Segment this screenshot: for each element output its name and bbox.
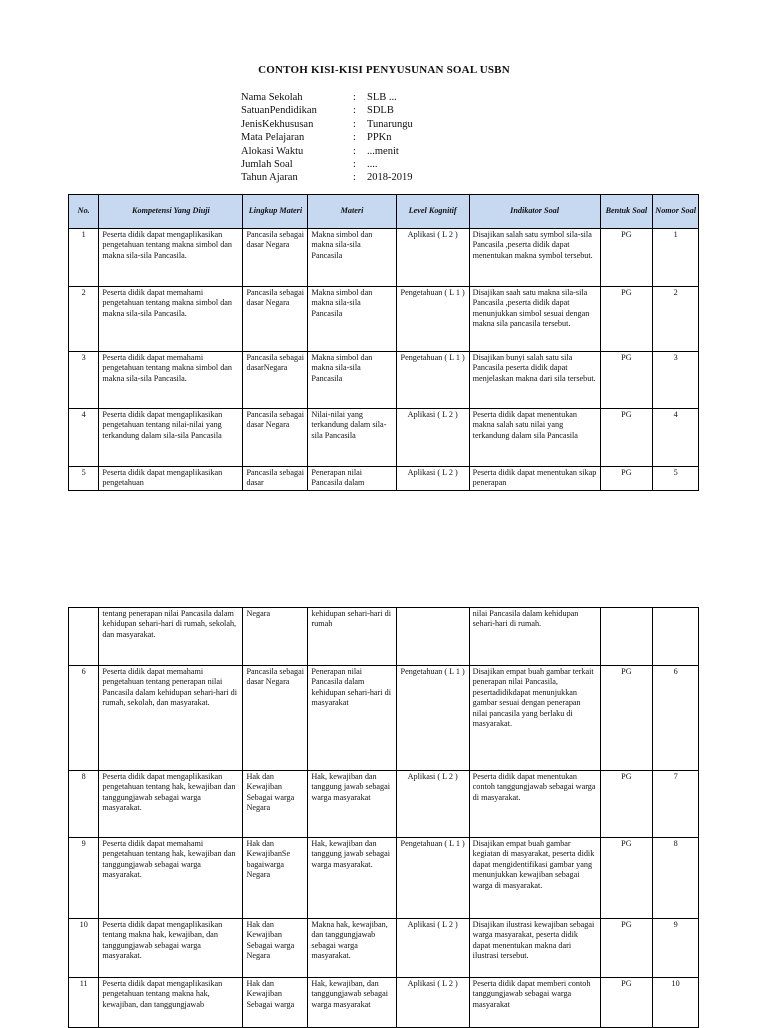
info-colon: : [353, 92, 356, 103]
cell-level: Aplikasi ( L 2 ) [396, 978, 469, 1028]
cell-no: 10 [69, 919, 99, 978]
info-value: Tunarungu [367, 118, 413, 130]
cell-kompetensi: Peserta didik dapat mengaplikasikan pengetahuan tentang makna hak, kewajiban, dan tanggungjawab [99, 978, 243, 1028]
cell-bentuk: PG [600, 229, 653, 287]
cell-indikator: Disajikan saah satu makna sila-sila Pancasila ,peserta didik dapat menunjukkan simbol sesuai dengan makna sila pancasila tersebut. [469, 287, 600, 352]
header-row [69, 195, 699, 229]
cell-bentuk: PG [600, 771, 653, 838]
cell-nomor: 5 [653, 467, 699, 491]
header-level: Level Kognitif [396, 195, 469, 229]
cell-bentuk: PG [600, 467, 653, 491]
table-row [69, 409, 699, 467]
cell-materi: Hak, kewajiban dan tanggung jawab sebagai warga masyarakat. [308, 838, 396, 919]
cell-bentuk [600, 608, 653, 666]
cell-level: Aplikasi ( L 2 ) [396, 229, 469, 287]
cell-indikator: Peserta didik dapat menentukan contoh tanggungjawab sebagai warga di masyarakat. [469, 771, 600, 838]
cell-indikator: Disajikan salah satu symbol sila-sila Pancasila ,peserta didik dapat menentukan makna symbol tersebut. [469, 229, 600, 287]
page-title: CONTOH KISI-KISI PENYUSUNAN SOAL USBN [258, 64, 510, 76]
info-colon: : [353, 118, 356, 130]
cell-kompetensi: Peserta didik dapat memahami pengetahuan tentang penerapan nilai Pancasila dalam kehidupan sehari-hari di rumah, sekolah, dan masyarakat. [99, 666, 243, 771]
cell-kompetensi: Peserta didik dapat memahami pengetahuan tentang makna simbol dan makna sila-sila Pancasila. [99, 352, 243, 409]
info-value: .... [367, 159, 378, 171]
info-label: Jumlah Soal [241, 159, 293, 171]
cell-no: 8 [69, 771, 99, 838]
cell-no: 2 [69, 287, 99, 352]
header-lingkup: Lingkup Materi [243, 195, 308, 229]
cell-lingkup: Hak dan Kewajiban Sebagai warga Negara [243, 919, 308, 978]
cell-level: Pengetahuan ( L 1 ) [396, 352, 469, 409]
cell-materi: Hak, kewajiban dan tanggung jawab sebagai warga masyarakat [308, 771, 396, 838]
info-label: Alokasi Waktu [241, 145, 304, 157]
header-materi: Materi [308, 195, 396, 229]
cell-nomor: 1 [653, 229, 699, 287]
info-colon: : [353, 145, 356, 157]
header-indikator: Indikator Soal [469, 195, 600, 229]
cell-lingkup: Pancasila sebagai dasar [243, 467, 308, 491]
cell-no: 5 [69, 467, 99, 491]
table-row [69, 838, 699, 919]
table-row [69, 919, 699, 978]
info-row [241, 104, 413, 117]
info-label: SatuanPendidikan [241, 105, 317, 117]
cell-nomor [653, 608, 699, 666]
cell-no: 1 [69, 229, 99, 287]
table-row [69, 287, 699, 352]
cell-no: 9 [69, 838, 99, 919]
cell-level: Aplikasi ( L 2 ) [396, 771, 469, 838]
info-value: SLB ... [367, 92, 397, 103]
cell-lingkup: Pancasila sebagai dasar Negara [243, 409, 308, 467]
info-row [241, 91, 413, 104]
cell-materi: Makna simbol dan makna sila-sila Pancasila [308, 352, 396, 409]
cell-kompetensi: Peserta didik dapat mengaplikasikan pengetahuan tentang nilai-nilai yang terkandung dalam sila-sila Pancasila [99, 409, 243, 467]
cell-indikator: Peserta didik dapat menentukan makna salah satu nilai yang terkandung dalam sila Pancasila [469, 409, 600, 467]
cell-kompetensi: Peserta didik dapat mengaplikasikan pengetahuan tentang hak, kewajiban dan tanggungjawab sebagai warga masyarakat. [99, 771, 243, 838]
info-colon: : [353, 172, 356, 184]
table-row [69, 666, 699, 771]
cell-lingkup: Hak dan Kewajiban Sebagai warga [243, 978, 308, 1028]
cell-kompetensi: Peserta didik dapat mengaplikasikan pengetahuan [99, 467, 243, 491]
table-row [69, 978, 699, 1028]
cell-indikator: Disajikan bunyi salah satu sila Pancasila peserta didik dapat menjelaskan makna dari sila tersebut. [469, 352, 600, 409]
cell-lingkup: Negara [243, 608, 308, 666]
cell-level: Pengetahuan ( L 1 ) [396, 666, 469, 771]
table-row [69, 352, 699, 409]
cell-kompetensi: Peserta didik dapat mengaplikasikan pengetahuan tentang makna simbol dan makna sila-sila Pancasila. [99, 229, 243, 287]
table-row [69, 771, 699, 838]
info-label: Mata Pelajaran [241, 132, 305, 144]
cell-bentuk: PG [600, 838, 653, 919]
info-label: Nama Sekolah [241, 92, 303, 103]
cell-materi: Makna simbol dan makna sila-sila Pancasila [308, 229, 396, 287]
cell-lingkup: Pancasila sebagai dasar Negara [243, 229, 308, 287]
cell-bentuk: PG [600, 978, 653, 1028]
info-colon: : [353, 105, 356, 117]
cell-nomor: 4 [653, 409, 699, 467]
cell-level: Aplikasi ( L 2 ) [396, 919, 469, 978]
cell-nomor: 7 [653, 771, 699, 838]
info-colon: : [353, 132, 356, 144]
cell-indikator: nilai Pancasila dalam kehidupan sehari-hari di rumah. [469, 608, 600, 666]
cell-level: Pengetahuan ( L 1 ) [396, 838, 469, 919]
cell-no: 3 [69, 352, 99, 409]
cell-level: Pengetahuan ( L 1 ) [396, 287, 469, 352]
cell-indikator: Peserta didik dapat memberi contoh tanggungjawab sebagai warga masyarakat [469, 978, 600, 1028]
table-row [69, 229, 699, 287]
cell-lingkup: Hak dan Kewajiban Sebagai warga Negara [243, 771, 308, 838]
cell-nomor: 8 [653, 838, 699, 919]
cell-bentuk: PG [600, 287, 653, 352]
cell-materi: Makna simbol dan makna sila-sila Pancasila [308, 287, 396, 352]
info-row [241, 131, 413, 144]
cell-bentuk: PG [600, 409, 653, 467]
cell-indikator: Disajikan empat buah gambar terkait penerapan nilai Pancasila, pesertadidikdapat menunjukkan gambar sesuai dengan penerapan nilai pancasila yang berlaku di masyarakat. [469, 666, 600, 771]
cell-bentuk: PG [600, 919, 653, 978]
info-colon: : [353, 159, 356, 171]
cell-nomor: 10 [653, 978, 699, 1028]
header-bentuk: Bentuk Soal [600, 195, 653, 229]
info-row [241, 145, 413, 158]
cell-kompetensi: Peserta didik dapat memahami pengetahuan tentang hak, kewajiban dan tanggungjawab sebagai warga masyarakat. [99, 838, 243, 919]
cell-nomor: 3 [653, 352, 699, 409]
cell-no [69, 608, 99, 666]
cell-no: 6 [69, 666, 99, 771]
cell-indikator: Peserta didik dapat menentukan sikap penerapan [469, 467, 600, 491]
cell-bentuk: PG [600, 666, 653, 771]
cell-indikator: Disajikan ilustrasi kewajiban sebagai warga masyarakat, peserta didik dapat menentukan makna dari ilustrasi tersebut. [469, 919, 600, 978]
header-no: No. [69, 195, 99, 229]
cell-bentuk: PG [600, 352, 653, 409]
table-row [69, 608, 699, 666]
cell-level: Aplikasi ( L 2 ) [396, 467, 469, 491]
header-kompetensi: Kompetensi Yang Diuji [99, 195, 243, 229]
cell-materi: Nilai-nilai yang terkandung dalam sila-sila Pancasila [308, 409, 396, 467]
cell-materi: Makna hak, kewajiban, dan tanggungjawab sebagai warga masyarakat. [308, 919, 396, 978]
info-row [241, 118, 413, 131]
table-row [69, 467, 699, 491]
cell-no: 11 [69, 978, 99, 1028]
cell-level: Aplikasi ( L 2 ) [396, 409, 469, 467]
cell-materi: kehidupan sehari-hari di rumah [308, 608, 396, 666]
cell-lingkup: Pancasila sebagai dasar Negara [243, 287, 308, 352]
school-info [241, 91, 413, 185]
info-value: SDLB [367, 105, 394, 117]
cell-lingkup: Pancasila sebagai dasarNegara [243, 352, 308, 409]
info-value: 2018-2019 [367, 172, 413, 184]
info-row [241, 171, 413, 184]
header-nomor: Nomor Soal [653, 195, 699, 229]
cell-kompetensi: Peserta didik dapat mengaplikasikan tentang makna hak, kewajiban, dan tanggungjawab sebagai warga masyarakat. [99, 919, 243, 978]
info-label: JenisKekhususan [241, 118, 314, 130]
cell-kompetensi: Peserta didik dapat memahami pengetahuan tentang makna simbol dan makna sila-sila Pancasila. [99, 287, 243, 352]
cell-materi: Hak, kewajiban, dan tanggungjawab sebagai warga masyarakat [308, 978, 396, 1028]
cell-lingkup: Hak dan KewajibanSe bagaiwarga Negara [243, 838, 308, 919]
info-label: Tahun Ajaran [241, 172, 298, 184]
cell-indikator: Disajikan empat buah gambar kegiatan di masyarakat, peserta didik dapat mengidentifikasi gambar yang menunjukkan kewajiban sebagai warga di masyarakat. [469, 838, 600, 919]
kisi-kisi-table-part-1 [68, 194, 699, 491]
cell-nomor: 2 [653, 287, 699, 352]
kisi-kisi-table-part-2 [68, 607, 699, 1028]
cell-materi: Penerapan nilai Pancasila dalam [308, 467, 396, 491]
info-value: ...menit [367, 145, 399, 157]
cell-materi: Penerapan nilai Pancasila dalam kehidupan sehari-hari di masyarakat [308, 666, 396, 771]
cell-nomor: 6 [653, 666, 699, 771]
cell-lingkup: Pancasila sebagai dasar Negara [243, 666, 308, 771]
cell-nomor: 9 [653, 919, 699, 978]
cell-level [396, 608, 469, 666]
info-row [241, 158, 413, 171]
info-value: PPKn [367, 132, 392, 144]
cell-kompetensi: tentang penerapan nilai Pancasila dalam kehidupan sehari-hari di rumah, sekolah, dan masyarakat. [99, 608, 243, 666]
cell-no: 4 [69, 409, 99, 467]
